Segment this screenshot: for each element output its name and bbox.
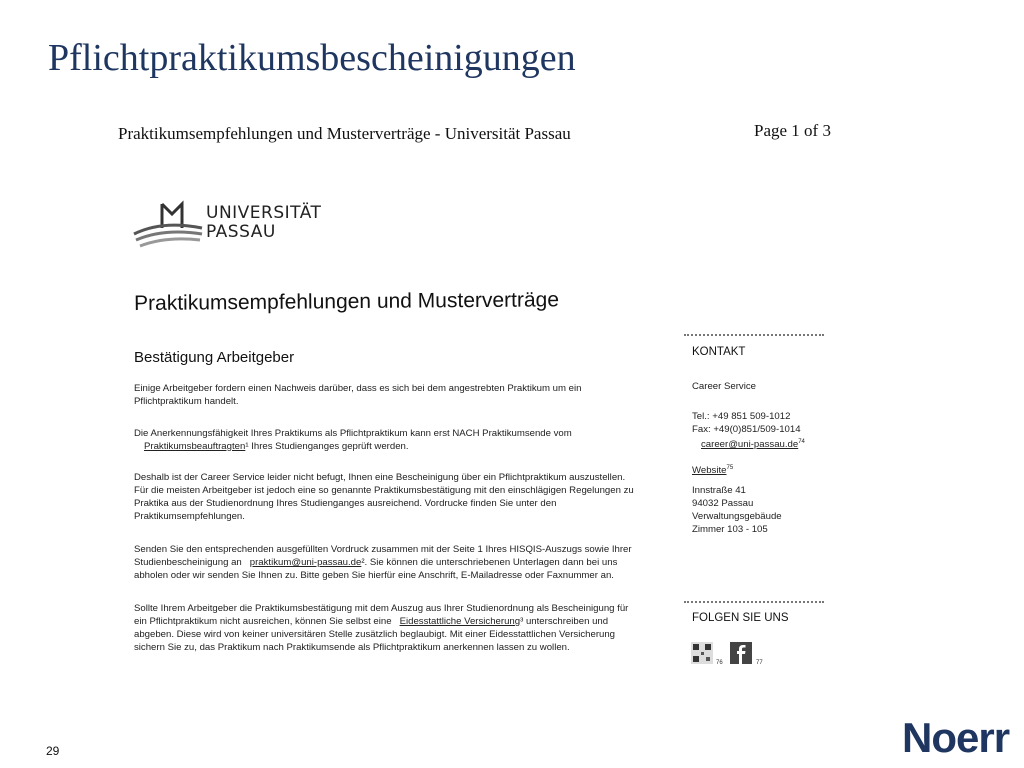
follow-heading: FOLGEN SIE UNS bbox=[692, 612, 789, 624]
website-link[interactable]: Website bbox=[692, 465, 727, 477]
scan-page-indicator: Page 1 of 3 bbox=[754, 121, 831, 140]
section-heading: Bestätigung Arbeitgeber bbox=[134, 349, 295, 366]
link-praktikumsbeauftragten[interactable]: Praktikumsbeauftragten bbox=[144, 441, 246, 452]
social-ref-2: 77 bbox=[756, 660, 763, 666]
career-service-label: Career Service bbox=[692, 381, 756, 392]
university-logo bbox=[132, 198, 332, 252]
contact-heading: KONTAKT bbox=[692, 346, 746, 358]
logo-line-1: UNIVERSITÄT bbox=[206, 203, 322, 223]
university-passau-logo-icon bbox=[132, 198, 204, 252]
facebook-icon[interactable] bbox=[730, 642, 752, 664]
sidebar-divider-top bbox=[684, 334, 824, 336]
sidebar-divider-bottom bbox=[684, 601, 824, 603]
qr-social-icon[interactable] bbox=[691, 642, 713, 664]
paragraph-5: Sollte Ihrem Arbeitgeber die Praktikumsbestätigung mit dem Auszug aus Ihrer Studienordnung als Bescheinigung für ein Pflichtpraktikum nicht ausreichen, können Sie selbst eine Eidesstattliche Versicherung³ unterschreiben und abgeben. Diese wird von keiner universitären Stelle zusätzlich beglaubigt. Mit einer Eidesstattlichen Versicherung sichern Sie zu, das Praktikum nach Praktikumsende als Pflichtpraktikum anerkennen lassen zu wollen. bbox=[134, 603, 629, 653]
contact-details: Tel.: +49 851 509-1012 Fax: +49(0)851/509-1014 $career@uni-passau.de^{74}$ bbox=[692, 411, 805, 451]
fax-number: Fax: +49(0)851/509-1014 bbox=[692, 424, 801, 435]
website-row: Website$^{75}$ bbox=[692, 465, 734, 477]
scan-header-title: Praktikumsempfehlungen und Musterverträge - Universität Passau bbox=[118, 124, 571, 143]
paragraph-2: Die Anerkennungsfähigkeit Ihres Praktikums als Pflichtpraktikum kann erst NACH Praktikumsende vom Praktikumsbeauftragten¹ Ihres Studienganges geprüft werden. bbox=[134, 428, 572, 452]
link-praktikum-email[interactable]: praktikum@uni-passau.de bbox=[249, 557, 362, 568]
link-eidesstattliche-versicherung[interactable]: Eidesstattliche Versicherung bbox=[399, 616, 521, 627]
address-block: Innstraße 41 94032 Passau Verwaltungsgebäude Zimmer 103 - 105 bbox=[692, 485, 782, 535]
social-ref-1: 76 bbox=[716, 660, 723, 666]
document-heading: Praktikumsempfehlungen und Musterverträge bbox=[134, 288, 560, 315]
paragraph-4: Senden Sie den entsprechenden ausgefüllten Vordruck zusammen mit der Seite 1 Ihres HISQIS-Auszugs sowie Ihrer Studienbescheinigung an praktikum@uni-passau.de². Sie können die unterschriebenen Unterlagen dann bei uns abholen oder wir senden Sie Ihnen zu. Bitte geben Sie hierfür eine Anschrift, E-Mailadresse oder Faxnummer an. bbox=[134, 544, 632, 581]
slide-title: Pflichtpraktikumsbescheinigungen bbox=[48, 37, 576, 79]
paragraph-3: Deshalb ist der Career Service leider nicht befugt, Ihnen eine Bescheinigung über ein Pflichtpraktikum auszustellen. Für die meisten Arbeitgeber ist jedoch eine so genannte Praktikumsbestätigung mit den einschlägigen Regelungen zu Praktika aus der Studienordnung Ihres Studienganges ausreichend. Vordrucke finden Sie unter den Praktikumsempfehlungen. bbox=[134, 472, 634, 522]
slide-number: 29 bbox=[46, 744, 60, 758]
phone-number: Tel.: +49 851 509-1012 bbox=[692, 411, 791, 422]
career-email-link[interactable]: career@uni-passau.de bbox=[701, 439, 799, 451]
logo-line-2: PASSAU bbox=[206, 222, 276, 242]
noerr-logo: Noerr bbox=[902, 714, 1010, 761]
paragraph-1: Einige Arbeitgeber fordern einen Nachweis darüber, dass es sich bei dem angestrebten Praktikum um ein Pflichtpraktikum handelt. bbox=[134, 383, 582, 407]
